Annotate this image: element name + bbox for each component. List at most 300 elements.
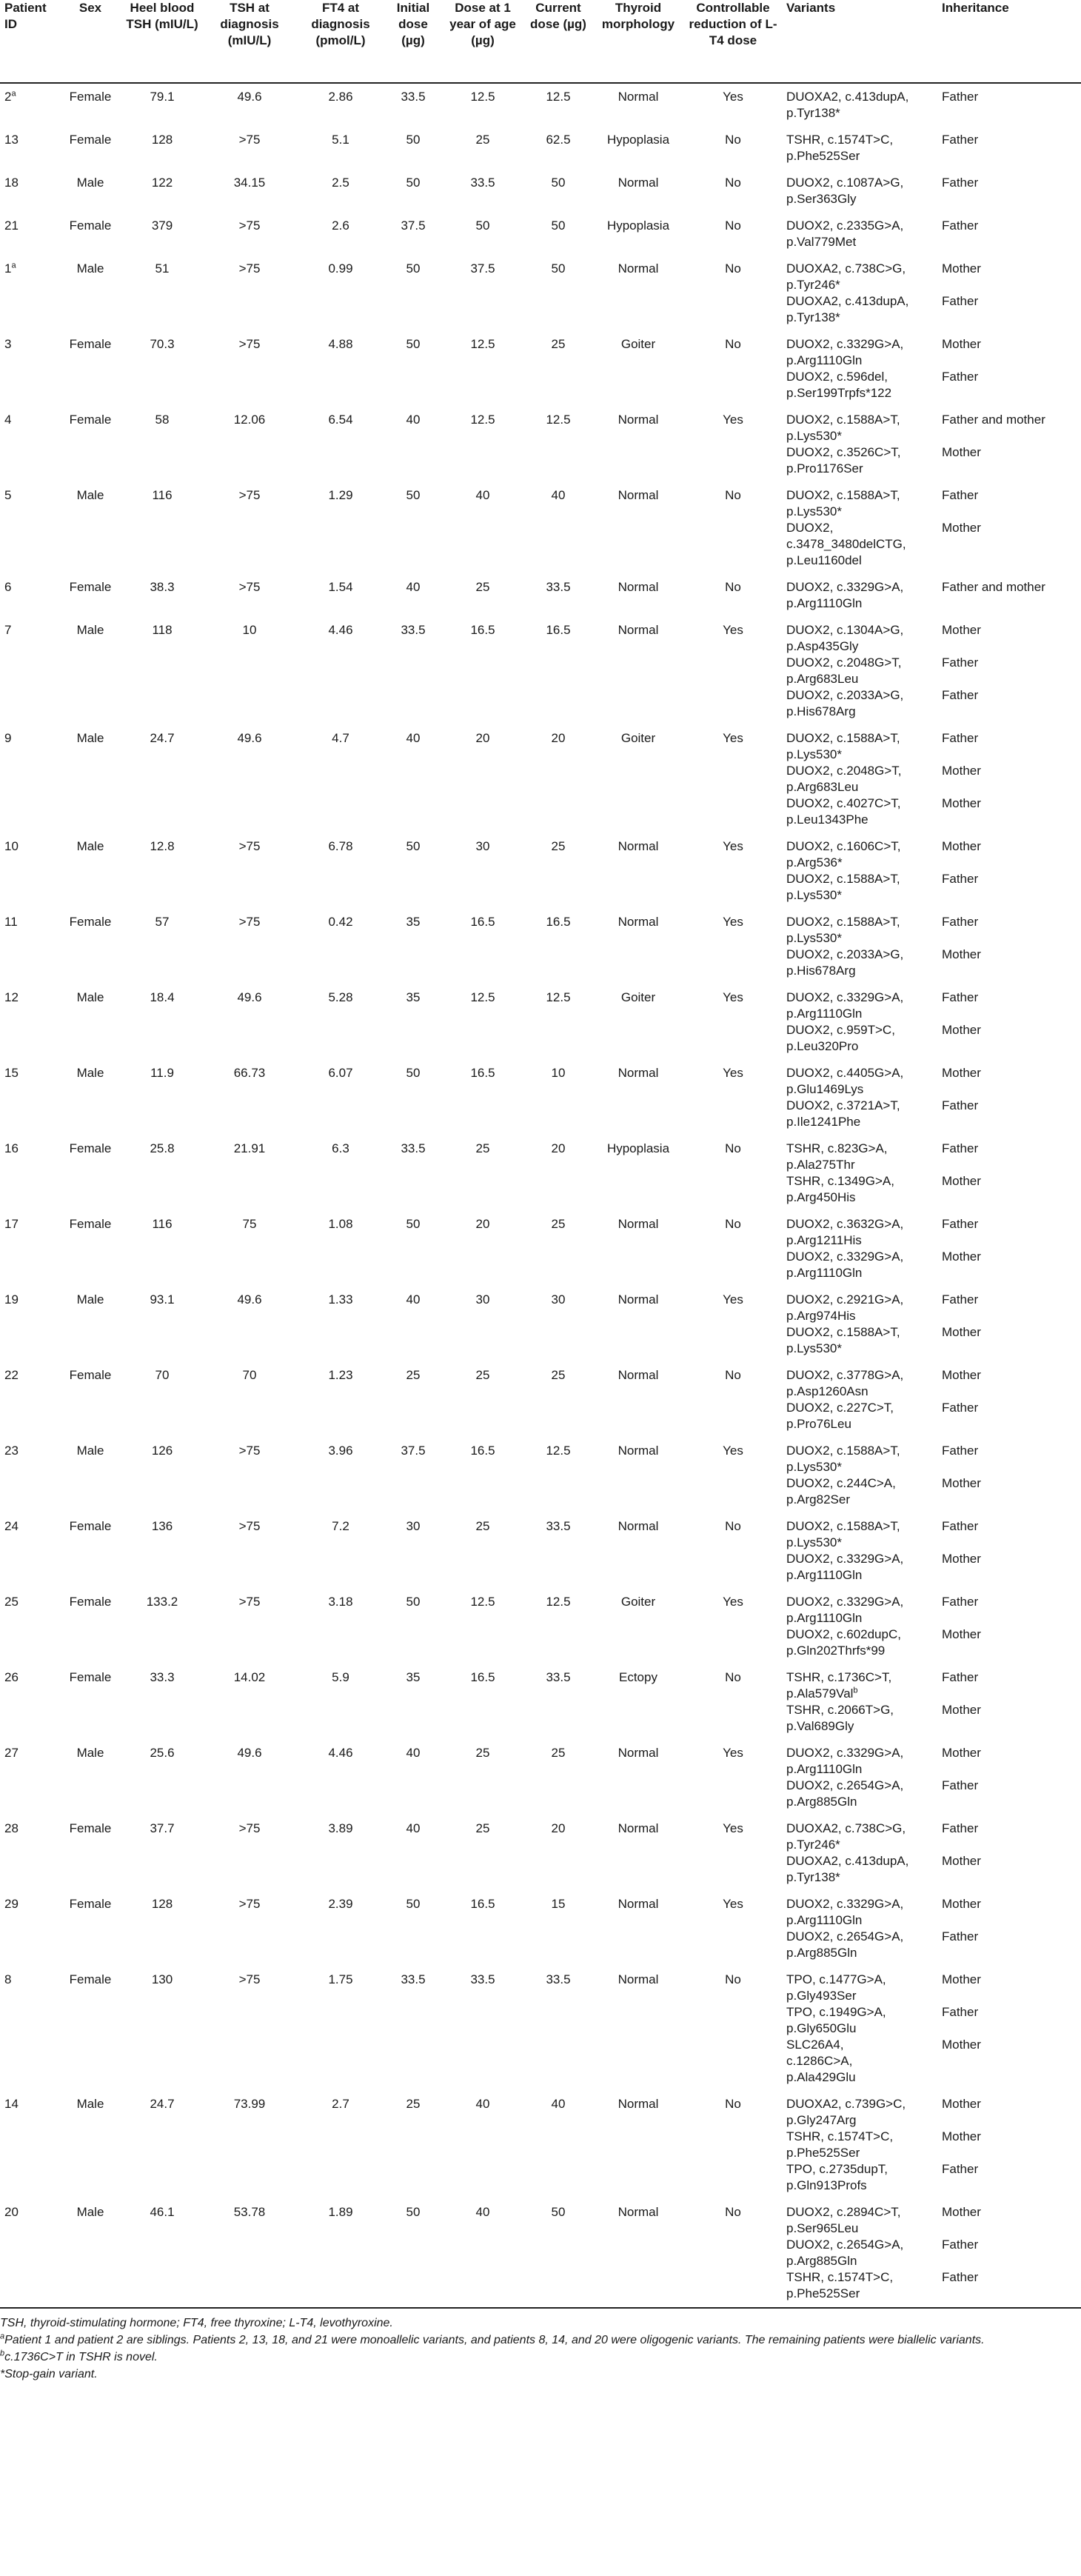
dose1-cell: 40 [475,488,490,502]
variants-cell [782,1740,937,1815]
patient-id-cell: 22 [4,1368,19,1382]
initial-cell: 25 [406,1368,421,1382]
tsh-cell: 12.06 [233,413,266,427]
current-cell: 30 [551,1292,566,1307]
variant-item: DUOX2, c.1588A>T, p.Lys530* [786,872,900,902]
heel-cell: 70 [155,1368,170,1382]
patient-id-cell: 13 [4,133,19,147]
initial-cell: 50 [406,1595,421,1609]
inheritance-item: Father [942,655,979,670]
morph-cell: Hypoplasia [606,1141,670,1155]
table-row [0,127,1081,170]
heel-cell: 38.3 [150,580,175,594]
table-row [0,1891,1081,1966]
inheritance-cell [937,1135,1081,1211]
morph-cell: Normal [618,1897,659,1911]
inheritance-item: Mother [942,623,981,637]
initial-cell: 40 [406,1292,421,1307]
sex-cell: Female [69,133,112,147]
inheritance-item: Father [942,1778,979,1792]
patient-id-cell: 16 [4,1141,19,1155]
dose1-cell: 40 [441,2199,524,2308]
inheritance-item: Mother [942,1854,981,1868]
tsh-cell: >75 [238,218,261,233]
ctrl-cell: No [725,337,741,351]
inheritance-item: Father [942,1929,979,1943]
heel-cell: 93.1 [150,1292,175,1307]
heel-cell: 122 [151,176,173,190]
variants-cell [782,1135,937,1211]
dose1-cell: 16.5 [470,1444,495,1458]
inheritance-item: Father [942,2238,979,2252]
tsh-cell: >75 [238,261,261,276]
table-row [0,407,1081,482]
current-cell: 25 [551,1368,566,1382]
variant-item: DUOX2, c.2048G>T, p.Arg683Leu [786,764,902,794]
ft4-cell: 1.33 [328,1292,353,1307]
sex-cell: Male [76,731,104,745]
inheritance-item: Mother [942,1325,981,1339]
table-row [0,1438,1081,1513]
ft4-cell: 5.9 [332,1670,349,1684]
ft4-cell: 1.75 [328,1972,353,1986]
morph-cell: Normal [618,413,659,427]
patient-id-cell: 9 [4,731,12,745]
patient-id-cell: 29 [4,1897,19,1911]
inheritance-item: Father [942,731,979,745]
table-row [0,331,1081,407]
inheritance-item: Mother [942,1972,981,1986]
ctrl-cell: Yes [723,915,743,929]
inheritance-item: Mother [942,1552,981,1566]
current-cell: 15 [551,1897,566,1911]
variant-item: DUOX2, c.1588A>T, p.Lys530* [786,488,900,518]
current-cell: 16.5 [546,915,571,929]
tsh-cell: >75 [238,488,261,502]
column-header: TSH at diagnosis (mIU/L) [203,0,296,83]
variant-item: TSHR, c.2066T>G, p.Val689Gly [786,1703,894,1733]
dose1-cell: 16.5 [470,1670,495,1684]
current-cell: 33.5 [546,580,571,594]
variant-item: DUOX2, c.2654G>A, p.Arg885Gln [786,2238,904,2268]
initial-cell: 50 [406,488,421,502]
inheritance-item: Mother [942,521,981,535]
tsh-cell: >75 [238,1519,261,1533]
initial-cell: 40 [406,1821,421,1835]
initial-cell: 33.5 [401,90,426,104]
sex-cell: Male [76,1066,104,1080]
variants-cell [782,1891,937,1966]
inheritance-item: Father [942,1141,979,1155]
table-row [0,1966,1081,2091]
table-row [0,1135,1081,1211]
patient-id-cell: 20 [0,2199,59,2308]
variant-item: DUOX2, c.3478_3480delCTG, p.Leu1160del [786,521,906,567]
table-row [0,213,1081,256]
sex-cell: Male [59,2199,121,2308]
dose1-cell: 12.5 [470,1595,495,1609]
ft4-cell: 0.42 [328,915,353,929]
patient-id-cell: 28 [4,1821,19,1835]
inheritance-item: Father [942,218,979,233]
dose1-cell: 25 [475,1141,490,1155]
heel-cell: 133.2 [146,1595,178,1609]
dose1-cell: 30 [475,839,490,853]
ctrl-cell: No [725,580,741,594]
inheritance-cell [937,1060,1081,1135]
morph-cell: Normal [618,1519,659,1533]
ft4-cell: 1.54 [328,580,353,594]
morph-cell: Normal [618,1066,659,1080]
inheritance-cell [937,617,1081,725]
variant-item: DUOX2, c.1087A>G, p.Ser363Gly [786,176,904,206]
variant-item: DUOX2, c.3329G>A, p.Arg1110Gln [786,1746,904,1776]
heel-cell: 18.4 [150,990,175,1004]
table-row [0,1815,1081,1891]
dose1-cell: 16.5 [470,1066,495,1080]
heel-cell: 126 [151,1444,173,1458]
current-cell: 40 [551,2097,566,2111]
morph-cell: Hypoplasia [606,133,670,147]
morph-cell: Normal [618,1746,659,1760]
ft4-cell: 5.28 [328,990,353,1004]
current-cell: 25 [551,337,566,351]
sex-cell: Female [69,1368,112,1382]
inheritance-cell [937,1589,1081,1664]
variant-item: DUOX2, c.3721A>T, p.Ile1241Phe [786,1098,900,1129]
variants-cell [782,1966,937,2091]
variants-cell [782,1287,937,1362]
tsh-cell: 75 [242,1217,257,1231]
inheritance-item: Mother [942,764,981,778]
patient-id-cell: 7 [4,623,12,637]
inheritance-item: Mother [942,796,981,810]
inheritance-cell [937,127,1081,170]
inheritance-item: Mother [942,337,981,351]
current-cell: 50 [524,2199,592,2308]
initial-cell: 50 [406,839,421,853]
current-cell: 33.5 [546,1972,571,1986]
inheritance-cell [937,574,1081,617]
initial-cell: 35 [406,915,421,929]
table-body [0,83,1081,2308]
ctrl-cell: Yes [723,1066,743,1080]
dose1-cell: 12.5 [470,990,495,1004]
initial-cell: 37.5 [401,1444,426,1458]
inheritance-item: Father [942,370,979,384]
initial-cell: 50 [406,1897,421,1911]
morph-cell: Hypoplasia [606,218,670,233]
tsh-cell: >75 [238,133,261,147]
column-header: Variants [782,0,937,83]
initial-cell: 40 [406,731,421,745]
patient-id-cell: 3 [4,337,12,351]
current-cell: 40 [551,488,566,502]
tsh-cell: 70 [242,1368,257,1382]
initial-cell: 35 [406,1670,421,1684]
patient-id-cell: 26 [4,1670,19,1684]
current-cell: 25 [551,1746,566,1760]
table-row [0,170,1081,213]
ctrl-cell: No [725,1519,741,1533]
footnote: TSH, thyroid-stimulating hormone; FT4, free thyroxine; L-T4, levothyroxine. [0,2317,393,2329]
current-cell: 20 [551,731,566,745]
variant-item: DUOX2, c.2335G>A, p.Val779Met [786,218,904,249]
current-cell: 50 [551,218,566,233]
inheritance-item: Father [942,1670,979,1684]
variant-item: DUOX2, c.4027C>T, p.Leu1343Phe [786,796,901,827]
variant-item: DUOX2, c.3526C>T, p.Pro1176Ser [786,445,901,476]
current-cell: 33.5 [546,1670,571,1684]
variant-item: DUOX2, c.1588A>T, p.Lys530* [786,1325,900,1355]
heel-cell: 70.3 [150,337,175,351]
sex-cell: Female [69,1821,112,1835]
inheritance-item: Father [942,688,979,702]
variant-item: DUOXA2, c.738C>G, p.Tyr246* [786,1821,906,1852]
tsh-cell: 21.91 [233,1141,266,1155]
heel-cell: 24.7 [150,731,175,745]
inheritance-item: Mother [942,1703,981,1717]
dose1-cell: 12.5 [470,413,495,427]
variants-cell [782,833,937,909]
inheritance-item: Father [942,1401,979,1415]
variants-cell [782,407,937,482]
ft4-cell: 4.46 [328,1746,353,1760]
heel-cell: 51 [155,261,170,276]
variants-cell [782,1664,937,1740]
heel-cell: 33.3 [150,1670,175,1684]
inheritance-cell [937,1740,1081,1815]
inheritance-cell [937,482,1081,574]
dose1-cell: 20 [475,1217,490,1231]
table-row [0,574,1081,617]
current-cell: 12.5 [546,413,571,427]
variant-item: SLC26A4, c.1286C>A, p.Ala429Glu [786,2038,856,2084]
patient-id-cell: 10 [4,839,19,853]
tsh-cell: 49.6 [237,90,262,104]
variant-item: TSHR, c.823G>A, p.Ala275Thr [786,1141,888,1172]
ft4-cell: 1.23 [328,1368,353,1382]
inheritance-item: Father [942,294,979,308]
morph-cell: Normal [618,261,659,276]
current-cell: 50 [551,261,566,276]
tsh-cell: 53.78 [203,2199,296,2308]
morph-cell: Goiter [620,731,656,745]
heel-cell: 25.6 [150,1746,175,1760]
dose1-cell: 20 [475,731,490,745]
ft4-cell: 4.7 [332,731,349,745]
heel-cell: 118 [152,623,173,637]
initial-cell: 50 [406,1217,421,1231]
variants-cell [782,1513,937,1589]
current-cell: 12.5 [546,990,571,1004]
morph-cell: Normal [618,2097,659,2111]
inheritance-cell [937,1211,1081,1287]
inheritance-cell [937,83,1081,127]
ft4-cell: 3.18 [328,1595,353,1609]
ctrl-cell: No [725,1368,741,1382]
ctrl-cell: Yes [723,1595,743,1609]
inheritance-item: Father [942,1217,979,1231]
variant-item: DUOX2, c.2033A>G, p.His678Arg [786,947,904,978]
variant-item: TSHR, c.1574T>C, p.Phe525Ser [786,2129,894,2160]
initial-cell: 35 [406,990,421,1004]
sex-cell: Female [69,1972,112,1986]
table-row [0,2091,1081,2199]
tsh-cell: >75 [238,337,261,351]
inheritance-item: Father [942,133,979,147]
ctrl-cell: Yes [723,1746,743,1760]
ctrl-cell: Yes [723,90,743,104]
sex-cell: Male [76,1292,104,1307]
variant-item: DUOX2, c.3329G>A, p.Arg1110Gln [786,1249,904,1280]
patient-id-cell: 15 [4,1066,19,1080]
inheritance-cell [937,213,1081,256]
variant-item: TPO, c.1949G>A, p.Gly650Glu [786,2005,886,2035]
variant-item: DUOX2, c.3329G>A, p.Arg1110Gln [786,990,904,1021]
sex-cell: Female [69,1217,112,1231]
inheritance-item: Mother [942,2129,981,2143]
table-row [0,482,1081,574]
ft4-cell: 3.89 [328,1821,353,1835]
initial-cell: 33.5 [401,1972,426,1986]
variant-item: DUOX2, c.1588A>T, p.Lys530* [786,1519,900,1549]
ctrl-cell: No [725,1972,741,1986]
dose1-cell: 16.5 [470,623,495,637]
patient-id-cell: 8 [4,1972,12,1986]
tsh-cell: >75 [238,1972,261,1986]
column-header: FT4 at diagnosis (pmol/L) [296,0,385,83]
patient-id-cell: 24 [4,1519,19,1533]
inheritance-item: Father [942,2270,979,2284]
inheritance-item: Father [942,1519,979,1533]
dose1-cell: 50 [475,218,490,233]
ft4-cell: 4.88 [328,337,353,351]
inheritance-item: Mother [942,2038,981,2052]
column-header: Controllable reduction of L-T4 dose [684,0,782,83]
table-row [0,83,1081,127]
heel-cell: 136 [151,1519,173,1533]
variant-item: DUOX2, c.227C>T, p.Pro76Leu [786,1401,894,1431]
patient-id-cell: 18 [4,176,19,190]
ctrl-cell: Yes [723,1897,743,1911]
inheritance-item: Mother [942,1627,981,1641]
initial-cell: 40 [406,413,421,427]
sex-cell: Female [69,1595,112,1609]
morph-cell: Normal [618,1821,659,1835]
morph-cell: Ectopy [619,1670,657,1684]
initial-cell: 40 [406,1746,421,1760]
dose1-cell: 33.5 [470,176,495,190]
current-cell: 33.5 [546,1519,571,1533]
patient-id-cell: 12 [4,990,19,1004]
column-header: Patient ID [0,0,59,83]
inheritance-item: Mother [942,1249,981,1264]
variants-cell [782,1589,937,1664]
initial-cell: 40 [406,580,421,594]
ctrl-cell: No [725,2097,741,2111]
morph-cell: Normal [592,2199,684,2308]
footnote: $^a$Patient 1 and patient 2 are siblings. Patients 2, 13, 18, and 21 were monoallelic variants, and patients 8, 14, and 20 were oligogenic variants. The remaining patients were biallelic variants. [0,2332,985,2346]
patient-id-cell: 27 [4,1746,19,1760]
inheritance-cell [937,331,1081,407]
ctrl-cell: Yes [723,413,743,427]
sex-cell: Male [76,1746,104,1760]
inheritance-item: Father [942,1292,979,1307]
variant-item: DUOX2, c.596del, p.Ser199Trpfs*122 [786,370,892,400]
patient-id-cell: 25 [4,1595,19,1609]
inheritance-item: Father [942,2005,979,2019]
variants-cell [782,1438,937,1513]
column-header: Heel blood TSH (mIU/L) [121,0,203,83]
current-cell: 20 [551,1821,566,1835]
sex-cell: Female [69,580,112,594]
ft4-cell: 2.7 [332,2097,349,2111]
inheritance-item: Father [942,176,979,190]
sex-cell: Female [69,337,112,351]
morph-cell: Normal [618,488,659,502]
ctrl-cell: Yes [723,731,743,745]
ft4-cell: 3.96 [328,1444,353,1458]
current-cell: 25 [551,1217,566,1231]
initial-cell: 50 [406,133,421,147]
variant-item: TPO, c.2735dupT, p.Gln913Profs [786,2162,888,2192]
dose1-cell: 30 [475,1292,490,1307]
variant-item: DUOXA2, c.738C>G, p.Tyr246* [786,261,906,292]
inheritance-item: Mother [942,445,981,459]
variant-item: DUOX2, c.244C>A, p.Arg82Ser [786,1476,896,1506]
variant-item: DUOXA2, c.413dupA, p.Tyr138* [786,294,909,324]
heel-cell: 24.7 [150,2097,175,2111]
variants-cell [782,170,937,213]
ft4-cell: 6.07 [328,1066,353,1080]
variant-item: TSHR, c.1349G>A, p.Arg450His [786,1174,894,1204]
sex-cell: Male [76,623,104,637]
current-cell: 10 [551,1066,566,1080]
variant-item: DUOX2, c.3329G>A, p.Arg1110Gln [786,1897,904,1927]
variant-item: DUOX2, c.602dupC, p.Gln202Thrfs*99 [786,1627,901,1658]
table-row [0,2199,1081,2308]
dose1-cell: 16.5 [470,915,495,929]
table-header [0,0,1081,83]
table-row [0,1664,1081,1740]
dose1-cell: 25 [475,133,490,147]
inheritance-cell [937,1287,1081,1362]
heel-cell: 11.9 [150,1066,174,1080]
tsh-cell: >75 [238,1821,261,1835]
patient-id-cell: 4 [4,413,12,427]
dose1-cell: 40 [475,2097,490,2111]
sex-cell: Male [76,261,104,276]
morph-cell: Normal [618,839,659,853]
morph-cell: Normal [618,623,659,637]
inheritance-cell [937,2199,1081,2308]
ft4-cell: 0.99 [328,261,353,276]
dose1-cell: 33.5 [470,1972,495,1986]
sex-cell: Male [76,839,104,853]
current-cell: 25 [551,839,566,853]
ctrl-cell: Yes [723,1821,743,1835]
tsh-cell: >75 [238,915,261,929]
variant-item: DUOX2, c.3329G>A, p.Arg1110Gln [786,580,904,610]
morph-cell: Goiter [620,337,656,351]
variant-item: TPO, c.1477G>A, p.Gly493Ser [786,1972,886,2003]
table-row [0,1589,1081,1664]
variant-item: DUOX2, c.2894C>T, p.Ser965Leu [786,2205,901,2235]
tsh-cell: 49.6 [237,1292,262,1307]
inheritance-item: Father and mother [942,413,1045,427]
sex-cell: Female [69,1670,112,1684]
